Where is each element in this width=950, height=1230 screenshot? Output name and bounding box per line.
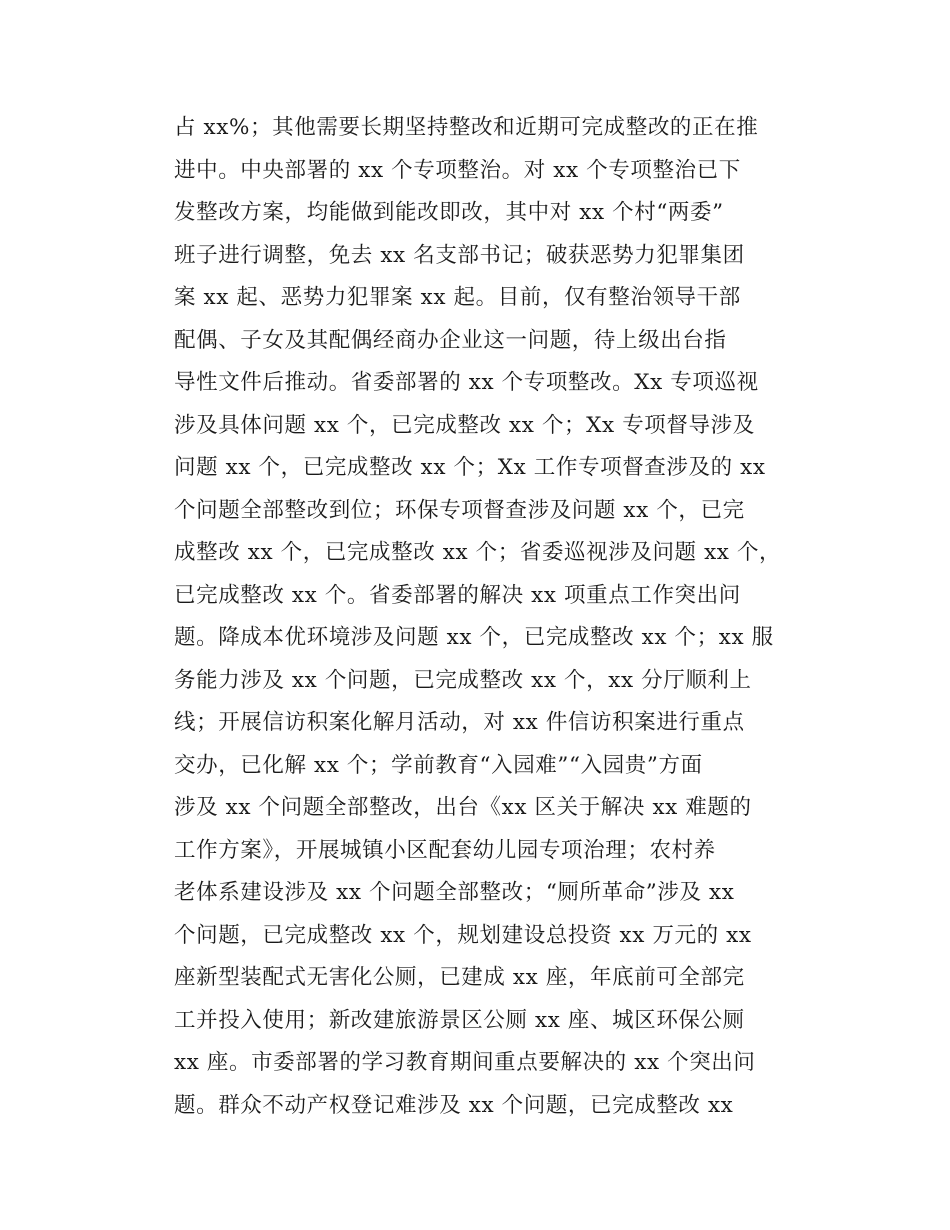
text-line: 个问题，已完成整改 xx 个，规划建设总投资 xx 万元的 xx (174, 922, 752, 948)
text-line: 工作方案》，开展城镇小区配套幼儿园专项治理；农村养 (174, 837, 716, 863)
text-line: 务能力涉及 xx 个问题，已完成整改 xx 个，xx 分厅顺利上 (174, 667, 752, 693)
text-line: xx 座。市委部署的学习教育期间重点要解决的 xx 个突出问 (174, 1050, 756, 1075)
text-line: 个问题全部整改到位；环保专项督查涉及问题 xx 个，已完 (174, 497, 745, 523)
text-line: 老体系建设涉及 xx 个问题全部整改；“厕所革命”涉及 xx (174, 880, 735, 905)
text-line: 占 xx%；其他需要长期坚持整改和近期可完成整改的正在推 (174, 115, 759, 140)
text-line: 工并投入使用；新改建旅游景区公厕 xx 座、城区环保公厕 (174, 1007, 745, 1033)
text-line: 发整改方案，均能做到能改即改，其中对 xx 个村“两委” (174, 200, 724, 225)
text-line: 班子进行调整，免去 xx 名支部书记；破获恶势力犯罪集团 (174, 242, 745, 268)
text-line: 涉及 xx 个问题全部整改，出台《xx 区关于解决 xx 难题的 (174, 795, 752, 820)
text-line: 已完成整改 xx 个。省委部署的解决 xx 项重点工作突出问 (174, 582, 741, 608)
text-line: 涉及具体问题 xx 个，已完成整改 xx 个；Xx 专项督导涉及 (174, 412, 755, 438)
text-line: 成整改 xx 个，已完成整改 xx 个；省委巡视涉及问题 xx 个， (174, 540, 782, 565)
text-line: 线；开展信访积案化解月活动，对 xx 件信访积案进行重点 (174, 710, 745, 735)
text-line: 导性文件后推动。省委部署的 xx 个专项整改。Xx 专项巡视 (174, 370, 759, 395)
text-line: 座新型装配式无害化公厕，已建成 xx 座，年底前可全部完 (174, 965, 745, 990)
text-line: 交办，已化解 xx 个；学前教育“入园难”“入园贵”方面 (174, 752, 703, 778)
text-line: 配偶、子女及其配偶经商办企业这一问题，待上级出台指 (174, 327, 727, 353)
text-line: 进中。中央部署的 xx 个专项整治。对 xx 个专项整治已下 (174, 157, 741, 183)
text-line: 案 xx 起、恶势力犯罪案 xx 起。目前，仅有整治领导干部 (174, 285, 741, 310)
text-line: 题。降成本优环境涉及问题 xx 个，已完成整改 xx 个；xx 服 (174, 625, 774, 650)
text-line: 题。群众不动产权登记难涉及 xx 个问题，已完成整改 xx (174, 1092, 734, 1118)
body-paragraph (174, 107, 814, 1127)
text-line: 问题 xx 个，已完成整改 xx 个；Xx 工作专项督查涉及的 xx (174, 455, 766, 480)
